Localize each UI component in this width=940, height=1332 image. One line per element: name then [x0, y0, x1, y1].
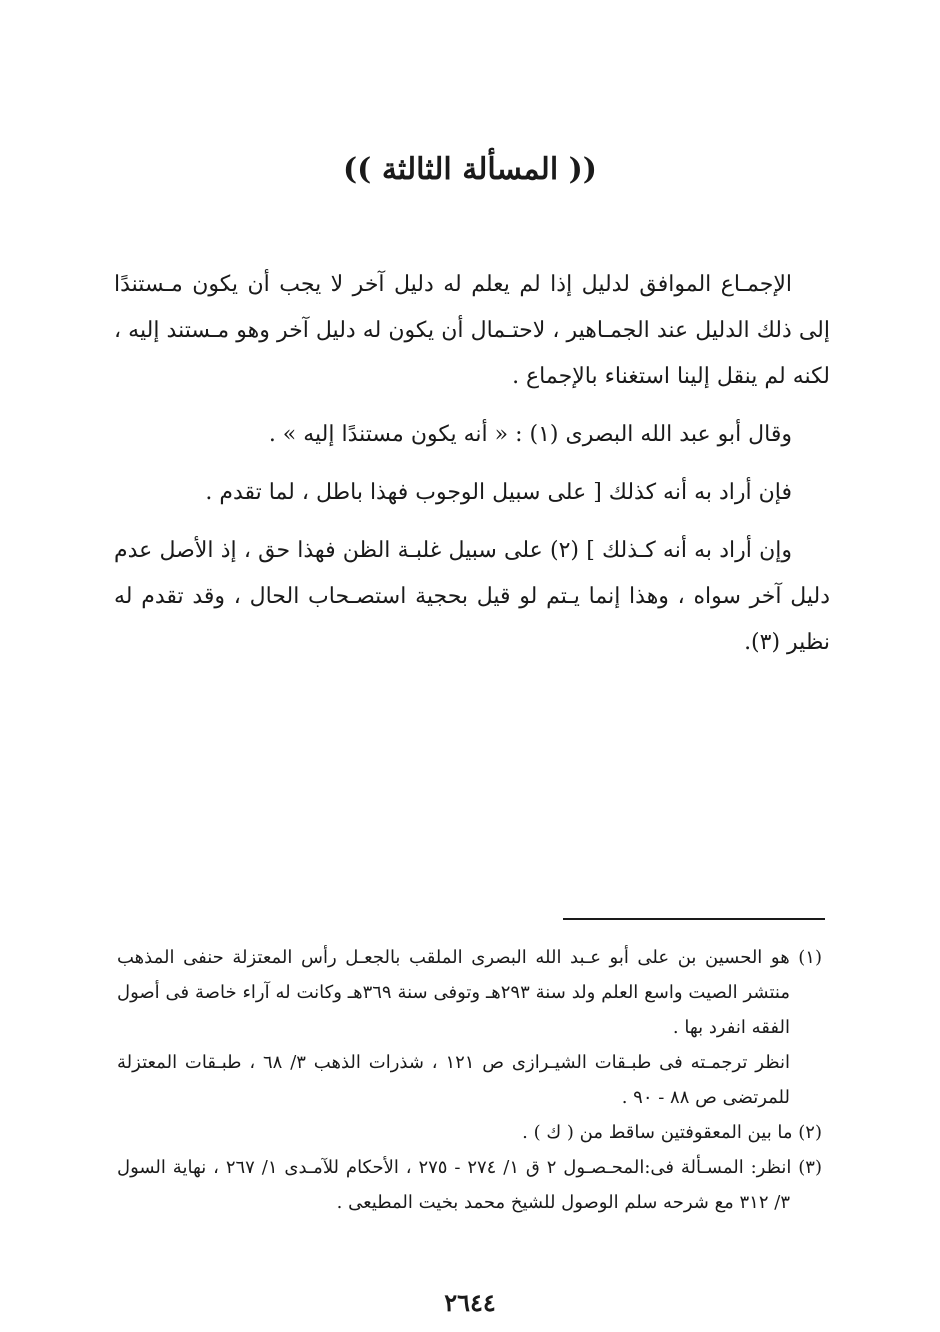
- footnote-separator: [563, 918, 825, 920]
- section-heading: (( المسألة الثالثة )): [342, 152, 597, 187]
- paragraph-4: وإن أراد به أنه كـذلك ] (٢) على سبيل غلبـة الظن فهذا حق ، إذ الأصل عدم دليل آخر سواه ، وهذا إنما يـتم لو قيل بحجية استصـحاب الحال ، وقد تقدم له نظير (٣).: [114, 538, 830, 655]
- paragraph-1: الإجمـاع الموافق لدليل إذا لم يعلم له دليل آخر لا يجب أن يكون مـستندًا إلى ذلك الدليل عند الجمـاهير ، لاحتـمال أن يكون له دليل آخر وهو مـستند إليه ، لكنه لم ينقل إلينا استغناء بالإجماع .: [114, 272, 830, 389]
- paragraph-2: وقال أبو عبد الله البصرى (١) : « أنه يكون مستندًا إليه » .: [268, 422, 792, 447]
- main-text: [114, 262, 830, 678]
- footnotes: [117, 940, 822, 1220]
- page-number: ٢٦٤٤: [444, 1288, 496, 1317]
- footnote-1-references: انظر ترجمـته فى طبـقات الشيـرازى ص ١٢١ ، شذرات الذهب ٣/ ٦٨ ، طبـقات المعتزلة للمرتضى ص ٨٨ - ٩٠ .: [117, 1052, 790, 1108]
- footnote-1: (١) هو الحسين بن على أبو عـبد الله البصرى الملقب بالجعـل رأس المعتزلة حنفى المذهب منتشر الصيت واسع العلم ولد سنة ٢٩٣هـ وتوفى سنة ٣٦٩هـ وكانت له آراء خاصة فى أصول الفقه انفرد بها .: [117, 947, 822, 1038]
- footnote-2: (٢) ما بين المعقوفتين ساقط من ( ك ) .: [522, 1122, 822, 1143]
- footnote-3: (٣) انظر: المسـألة فى:المحـصـول ٢ ق ١/ ٢٧٤ - ٢٧٥ ، الأحكام للآمـدى ١/ ٢٦٧ ، نهاية السول ٣/ ٣١٢ مع شرحه سلم الوصول للشيخ محمد بخيت المطيعى .: [117, 1157, 822, 1213]
- paragraph-3: فإن أراد به أنه كذلك [ على سبيل الوجوب فهذا باطل ، لما تقدم .: [205, 480, 792, 505]
